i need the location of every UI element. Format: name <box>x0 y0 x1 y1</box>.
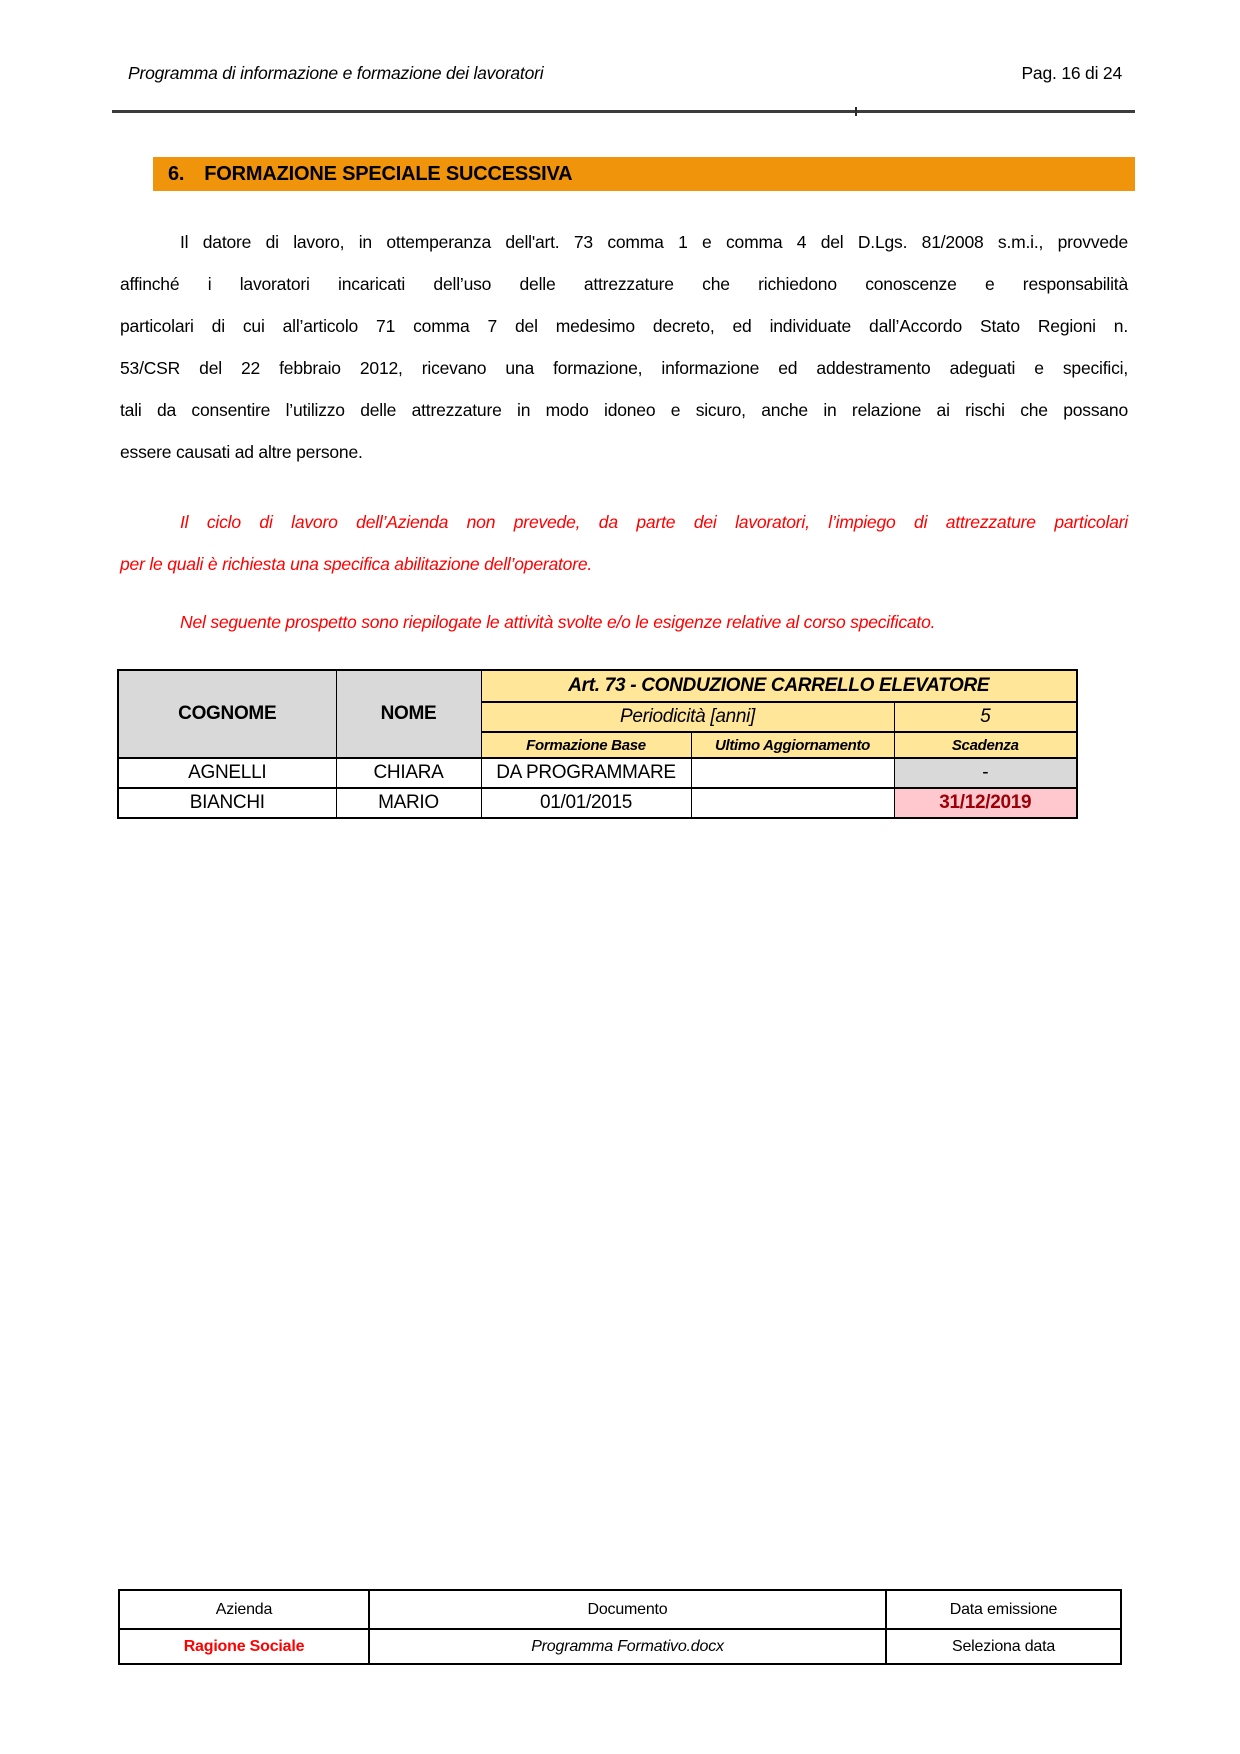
section-title: FORMAZIONE SPECIALE SUCCESSIVA <box>204 162 573 185</box>
cell-nome: CHIARA <box>336 758 481 788</box>
note-paragraph-1 <box>120 501 1128 585</box>
cell-scadenza-expired: 31/12/2019 <box>894 788 1077 818</box>
periodicity-value-cell: 5 <box>894 702 1077 732</box>
footer-header-row <box>119 1590 1121 1629</box>
footer-header-data-emissione: Data emissione <box>886 1590 1121 1629</box>
section-heading <box>153 157 1135 191</box>
footer-table <box>118 1589 1122 1665</box>
document-filename: Programma Formativo.docx <box>369 1629 886 1664</box>
ragione-sociale-placeholder[interactable]: Ragione Sociale <box>119 1629 369 1664</box>
document-title: Programma di informazione e formazione dei lavoratori <box>128 63 544 83</box>
paragraph-line: particolari di cui all’articolo 71 comma 7 del medesimo decreto, ed individuate dall’Accordo Stato Regioni n. <box>120 316 1128 336</box>
seleziona-data-placeholder[interactable]: Seleziona data <box>886 1629 1121 1664</box>
main-paragraph <box>120 221 1128 473</box>
cell-cognome: BIANCHI <box>118 788 336 818</box>
table-row <box>118 788 1077 818</box>
course-title-cell: Art. 73 - CONDUZIONE CARRELLO ELEVATORE <box>481 670 1077 702</box>
cell-formazione-base: DA PROGRAMMARE <box>481 758 691 788</box>
header-rule-tick <box>855 107 857 116</box>
section-number: 6. <box>168 162 185 185</box>
footer-header-documento: Documento <box>369 1590 886 1629</box>
paragraph-line: affinché i lavoratori incaricati dell’uso delle attrezzature che richiedono conoscenze e responsabilità <box>120 274 1128 294</box>
cell-ultimo-aggiornamento <box>691 758 894 788</box>
header-rule <box>112 110 1135 113</box>
cell-formazione-base: 01/01/2015 <box>481 788 691 818</box>
column-header-formazione-base: Formazione Base <box>481 732 691 758</box>
paragraph-line: tali da consentire l’utilizzo delle attrezzature in modo idoneo e sicuro, anche in relazione ai rischi che possano <box>120 400 1128 420</box>
column-header-nome: NOME <box>336 670 481 758</box>
cell-ultimo-aggiornamento <box>691 788 894 818</box>
cell-scadenza: - <box>894 758 1077 788</box>
paragraph-line: 53/CSR del 22 febbraio 2012, ricevano una formazione, informazione ed addestramento adeguati e specifici, <box>120 358 1128 378</box>
column-header-ultimo-aggiornamento: Ultimo Aggiornamento <box>691 732 894 758</box>
paragraph-line: Il datore di lavoro, in ottemperanza dell'art. 73 comma 1 e comma 4 del D.Lgs. 81/2008 s.m.i., provvede <box>180 232 1128 252</box>
table-row <box>118 758 1077 788</box>
footer-header-azienda: Azienda <box>119 1590 369 1629</box>
paragraph-line: essere causati ad altre persone. <box>120 442 363 462</box>
paragraph-line: per le quali è richiesta una specifica abilitazione dell’operatore. <box>120 554 593 574</box>
page-header <box>128 60 1122 86</box>
column-header-cognome: COGNOME <box>118 670 336 758</box>
note-paragraph-2 <box>120 601 1128 643</box>
paragraph-line: Nel seguente prospetto sono riepilogate le attività svolte e/o le esigenze relative al corso specificato. <box>180 612 936 632</box>
cell-cognome: AGNELLI <box>118 758 336 788</box>
cell-nome: MARIO <box>336 788 481 818</box>
course-table <box>117 669 1078 819</box>
table-header-row <box>118 670 1077 702</box>
paragraph-line: Il ciclo di lavoro dell’Azienda non prevede, da parte dei lavoratori, l’impiego di attrezzature particolari <box>180 512 1128 532</box>
periodicity-label-cell: Periodicità [anni] <box>481 702 894 732</box>
page-number: Pag. 16 di 24 <box>1021 63 1122 83</box>
footer-value-row <box>119 1629 1121 1664</box>
column-header-scadenza: Scadenza <box>894 732 1077 758</box>
